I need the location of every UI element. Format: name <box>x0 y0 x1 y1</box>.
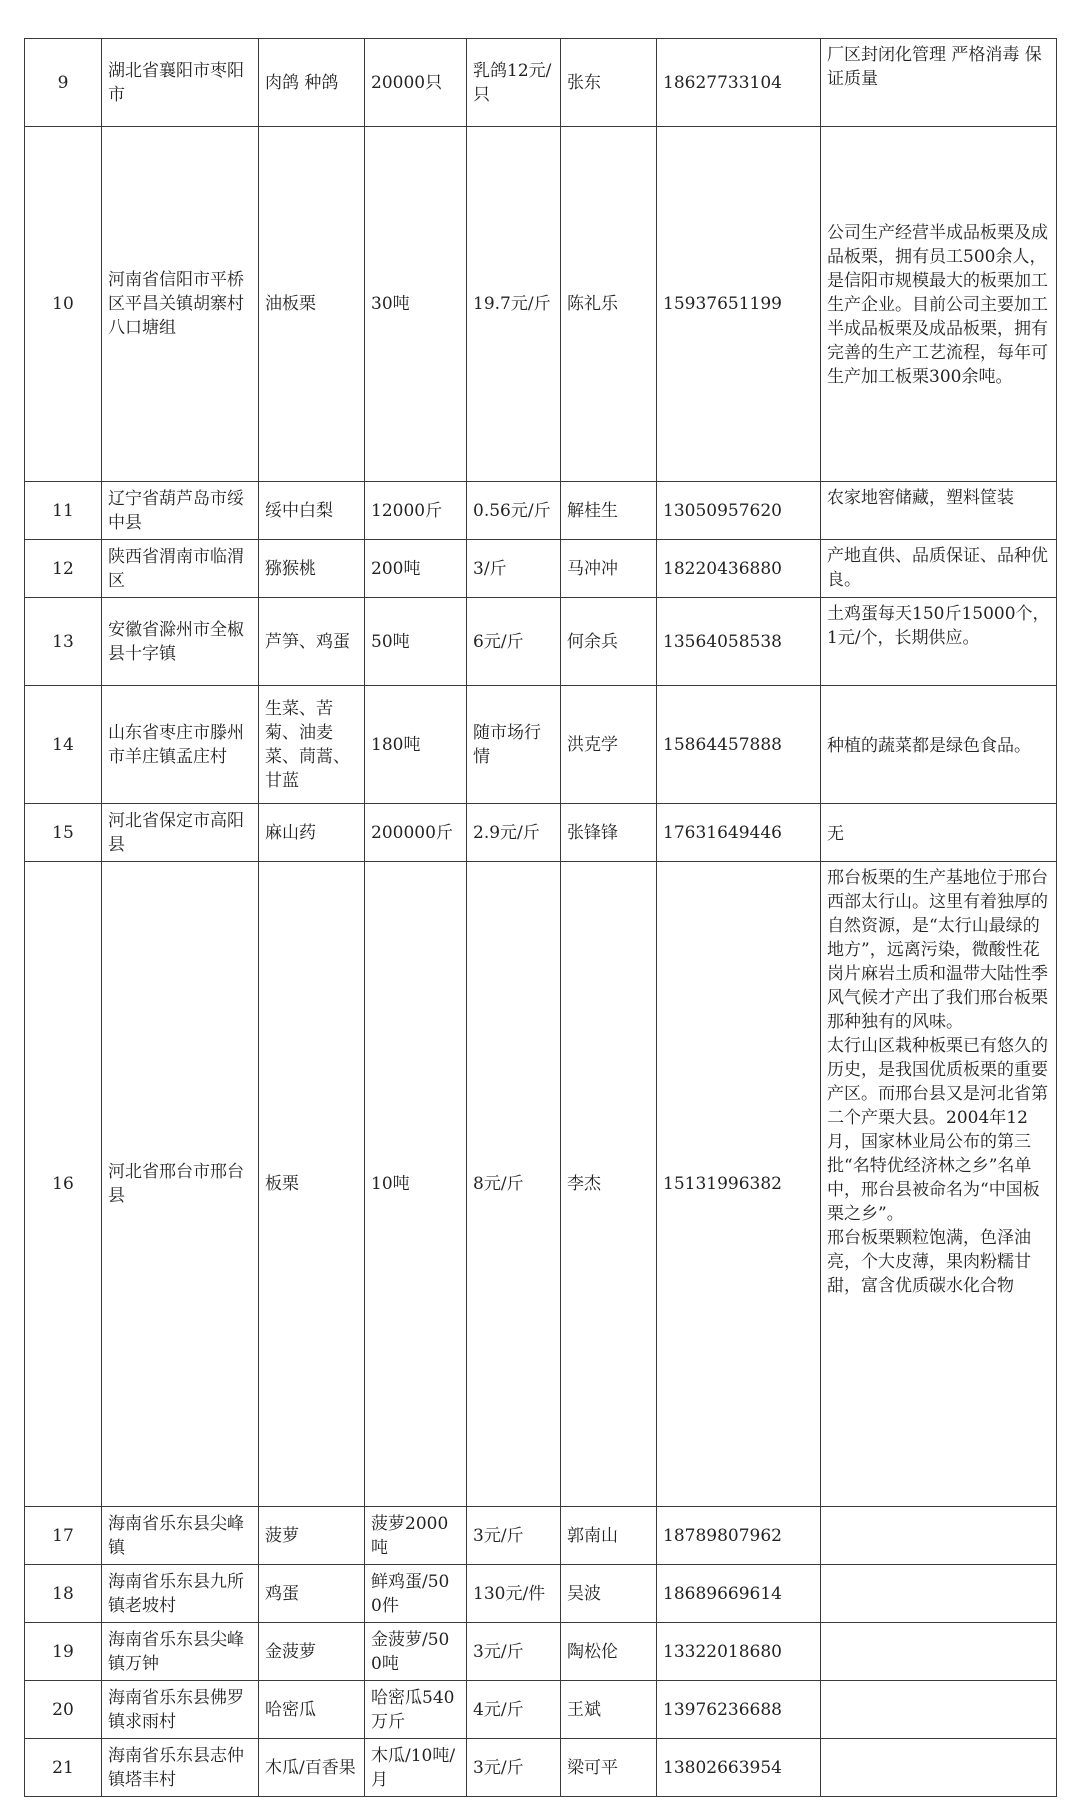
phone-cell: 13050957620 <box>657 482 821 540</box>
product-cell: 金菠萝 <box>259 1623 365 1681</box>
note-text-block <box>827 866 1050 1503</box>
quantity-cell: 50吨 <box>365 598 467 686</box>
location-cell: 山东省枣庄市滕州市羊庄镇孟庄村 <box>102 686 259 804</box>
note-cell <box>821 1623 1057 1681</box>
quantity-cell: 金菠萝/500吨 <box>365 1623 467 1681</box>
contact-cell: 张锋锋 <box>561 804 657 862</box>
location-cell: 陕西省渭南市临渭区 <box>102 540 259 598</box>
note-cell <box>821 1507 1057 1565</box>
quantity-cell: 30吨 <box>365 127 467 482</box>
quantity-cell: 200000斤 <box>365 804 467 862</box>
product-cell: 生菜、苦菊、油麦菜、茼蒿、甘蓝 <box>259 686 365 804</box>
contact-cell: 马冲冲 <box>561 540 657 598</box>
quantity-cell: 哈密瓜540万斤 <box>365 1681 467 1739</box>
price-cell: 3元/斤 <box>467 1739 561 1797</box>
location-cell: 海南省乐东县尖峰镇万钟 <box>102 1623 259 1681</box>
supply-table <box>24 38 1057 1797</box>
table-row <box>25 482 1057 540</box>
price-cell: 3元/斤 <box>467 1623 561 1681</box>
table-row <box>25 1739 1057 1797</box>
product-cell: 哈密瓜 <box>259 1681 365 1739</box>
row-number: 17 <box>25 1507 102 1565</box>
price-cell: 乳鸽12元/只 <box>467 39 561 127</box>
product-cell: 木瓜/百香果 <box>259 1739 365 1797</box>
row-number: 15 <box>25 804 102 862</box>
note-cell: 公司生产经营半成品板栗及成品板栗，拥有员工500余人，是信阳市规模最大的板栗加工生产企业。目前公司主要加工半成品板栗及成品板栗，拥有完善的生产工艺流程，每年可生产加工板栗300余吨。 <box>821 127 1057 482</box>
note-cell: 产地直供、品质保证、品种优良。 <box>821 540 1057 598</box>
table-row <box>25 1623 1057 1681</box>
phone-cell: 15864457888 <box>657 686 821 804</box>
row-number: 18 <box>25 1565 102 1623</box>
product-cell: 芦笋、鸡蛋 <box>259 598 365 686</box>
table-row <box>25 540 1057 598</box>
quantity-cell: 180吨 <box>365 686 467 804</box>
note-cell: 无 <box>821 804 1057 862</box>
product-cell: 猕猴桃 <box>259 540 365 598</box>
location-cell: 海南省乐东县佛罗镇求雨村 <box>102 1681 259 1739</box>
product-cell: 菠萝 <box>259 1507 365 1565</box>
row-number: 12 <box>25 540 102 598</box>
row-number: 13 <box>25 598 102 686</box>
table-row <box>25 39 1057 127</box>
phone-cell: 18689669614 <box>657 1565 821 1623</box>
table-row <box>25 1565 1057 1623</box>
row-number: 16 <box>25 862 102 1507</box>
contact-cell: 梁可平 <box>561 1739 657 1797</box>
note-paragraph: 邢台板栗颗粒饱满，色泽油亮，个大皮薄，果肉粉糯甘甜，富含优质碳水化合物 <box>827 1228 1031 1296</box>
table-row <box>25 686 1057 804</box>
quantity-cell: 鲜鸡蛋/500件 <box>365 1565 467 1623</box>
price-cell: 4元/斤 <box>467 1681 561 1739</box>
table-row <box>25 862 1057 1507</box>
location-cell: 河北省保定市高阳县 <box>102 804 259 862</box>
location-cell: 海南省乐东县九所镇老坡村 <box>102 1565 259 1623</box>
table-row <box>25 598 1057 686</box>
note-cell: 种植的蔬菜都是绿色食品。 <box>821 686 1057 804</box>
row-number: 10 <box>25 127 102 482</box>
note-cell <box>821 862 1057 1507</box>
row-number: 11 <box>25 482 102 540</box>
table-row <box>25 804 1057 862</box>
note-cell <box>821 1739 1057 1797</box>
contact-cell: 解桂生 <box>561 482 657 540</box>
note-cell: 厂区封闭化管理 严格消毒 保证质量 <box>821 39 1057 127</box>
contact-cell: 王斌 <box>561 1681 657 1739</box>
price-cell: 6元/斤 <box>467 598 561 686</box>
product-cell: 油板栗 <box>259 127 365 482</box>
price-cell: 130元/件 <box>467 1565 561 1623</box>
quantity-cell: 20000只 <box>365 39 467 127</box>
location-cell: 河北省邢台市邢台县 <box>102 862 259 1507</box>
contact-cell: 郭南山 <box>561 1507 657 1565</box>
note-paragraph: 邢台板栗的生产基地位于邢台西部太行山。这里有着独厚的自然资源，是“太行山最绿的地方”，远离污染，微酸性花岗片麻岩土质和温带大陆性季风气候才产出了我们邢台板栗那种独有的风味。 <box>827 868 1048 1032</box>
note-cell: 土鸡蛋每天150斤15000个，1元/个，长期供应。 <box>821 598 1057 686</box>
location-cell: 安徽省滁州市全椒县十字镇 <box>102 598 259 686</box>
phone-cell: 18220436880 <box>657 540 821 598</box>
location-cell: 湖北省襄阳市枣阳市 <box>102 39 259 127</box>
product-cell: 肉鸽 种鸽 <box>259 39 365 127</box>
product-cell: 绥中白梨 <box>259 482 365 540</box>
price-cell: 3/斤 <box>467 540 561 598</box>
quantity-cell: 10吨 <box>365 862 467 1507</box>
phone-cell: 13802663954 <box>657 1739 821 1797</box>
row-number: 14 <box>25 686 102 804</box>
price-cell: 3元/斤 <box>467 1507 561 1565</box>
contact-cell: 李杰 <box>561 862 657 1507</box>
table-row <box>25 1507 1057 1565</box>
price-cell: 0.56元/斤 <box>467 482 561 540</box>
phone-cell: 18789807962 <box>657 1507 821 1565</box>
contact-cell: 陶松伦 <box>561 1623 657 1681</box>
phone-cell: 15937651199 <box>657 127 821 482</box>
quantity-cell: 菠萝2000吨 <box>365 1507 467 1565</box>
phone-cell: 13564058538 <box>657 598 821 686</box>
product-cell: 鸡蛋 <box>259 1565 365 1623</box>
row-number: 20 <box>25 1681 102 1739</box>
contact-cell: 洪克学 <box>561 686 657 804</box>
row-number: 19 <box>25 1623 102 1681</box>
contact-cell: 吴波 <box>561 1565 657 1623</box>
note-cell <box>821 1565 1057 1623</box>
phone-cell: 15131996382 <box>657 862 821 1507</box>
contact-cell: 何余兵 <box>561 598 657 686</box>
row-number: 21 <box>25 1739 102 1797</box>
row-number: 9 <box>25 39 102 127</box>
quantity-cell: 200吨 <box>365 540 467 598</box>
location-cell: 辽宁省葫芦岛市绥中县 <box>102 482 259 540</box>
phone-cell: 13322018680 <box>657 1623 821 1681</box>
table-row <box>25 127 1057 482</box>
location-cell: 河南省信阳市平桥区平昌关镇胡寨村八口塘组 <box>102 127 259 482</box>
price-cell: 随市场行情 <box>467 686 561 804</box>
contact-cell: 陈礼乐 <box>561 127 657 482</box>
note-cell <box>821 1681 1057 1739</box>
location-cell: 海南省乐东县尖峰镇 <box>102 1507 259 1565</box>
location-cell: 海南省乐东县志仲镇塔丰村 <box>102 1739 259 1797</box>
quantity-cell: 12000斤 <box>365 482 467 540</box>
phone-cell: 18627733104 <box>657 39 821 127</box>
price-cell: 8元/斤 <box>467 862 561 1507</box>
price-cell: 19.7元/斤 <box>467 127 561 482</box>
product-cell: 板栗 <box>259 862 365 1507</box>
contact-cell: 张东 <box>561 39 657 127</box>
note-paragraph: 太行山区栽种板栗已有悠久的历史，是我国优质板栗的重要产区。而邢台县又是河北省第二个产栗大县。2004年12月，国家林业局公布的第三批“名特优经济林之乡”名单中，邢台县被命名为“中国板栗之乡”。 <box>827 1036 1048 1224</box>
note-cell: 农家地窖储藏，塑料筐装 <box>821 482 1057 540</box>
phone-cell: 17631649446 <box>657 804 821 862</box>
phone-cell: 13976236688 <box>657 1681 821 1739</box>
product-cell: 麻山药 <box>259 804 365 862</box>
table-row <box>25 1681 1057 1739</box>
quantity-cell: 木瓜/10吨/月 <box>365 1739 467 1797</box>
price-cell: 2.9元/斤 <box>467 804 561 862</box>
